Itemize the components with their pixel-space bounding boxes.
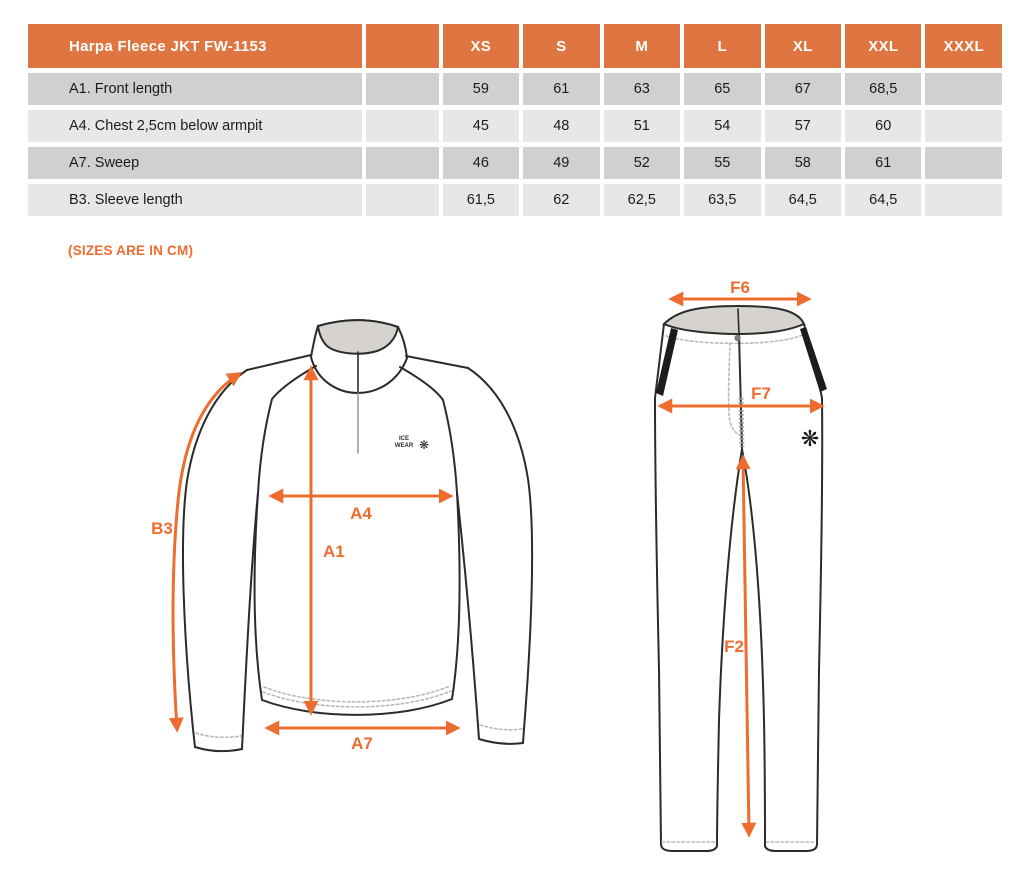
row-label-cell: A1. Front length [28,73,362,105]
value-cell [925,147,1002,179]
value-cell: 52 [604,147,680,179]
value-cell: 68,5 [845,73,921,105]
jacket-left-shoulder-seam [247,355,311,370]
jacket-hem-stitch [263,691,451,707]
value-cell: 60 [845,110,921,142]
value-cell: 58 [765,147,841,179]
measurement-label-a7: A7 [351,734,373,753]
spacer-cell [366,184,438,216]
size-header-xxl: XXL [845,24,921,68]
value-cell: 49 [523,147,599,179]
value-cell: 65 [684,73,760,105]
value-cell: 45 [443,110,519,142]
size-table [24,19,1006,221]
value-cell: 63 [604,73,680,105]
row-label-cell: B3. Sleeve length [28,184,362,216]
svg-text:ICE: ICE [398,436,410,442]
value-cell: 55 [684,147,760,179]
icewear-logo [395,436,429,452]
value-cell: 59 [443,73,519,105]
pants-right-pocket [800,327,827,392]
spacer-cell [366,110,438,142]
size-header-xs: XS [443,24,519,68]
size-header-m: M [604,24,680,68]
value-cell: 48 [523,110,599,142]
snowflake-icon: ❋ [800,426,820,451]
measurement-label-b3: B3 [151,519,173,538]
value-cell [925,184,1002,216]
value-cell [925,73,1002,105]
pants-left-outline [655,324,664,844]
table-header-row [28,24,1002,68]
jacket-left-raglan-seam [258,366,316,493]
jacket-right-shoulder-seam [406,356,468,368]
value-cell [925,110,1002,142]
jacket-right-cuff [479,739,523,744]
value-cell: 61,5 [443,184,519,216]
pants-button [734,335,740,341]
jacket-left-sleeve-outer [183,370,247,747]
jacket-right-sleeve-outer [468,368,532,743]
pants-center-waist-line [738,309,739,334]
pants-left-hem [661,844,717,851]
measurement-label-f6: F6 [730,278,750,297]
value-cell: 64,5 [765,184,841,216]
pants-waist-opening [664,306,804,334]
value-cell: 63,5 [684,184,760,216]
pants-right-outline [804,324,822,844]
value-cell: 62,5 [604,184,680,216]
pants-waist-stitch [666,335,802,343]
size-header-xxxl: XXXL [925,24,1002,68]
size-header-l: L [684,24,760,68]
value-cell: 51 [604,110,680,142]
value-cell: 46 [443,147,519,179]
measurement-row-a7 [28,147,1002,179]
jacket-body-left [255,493,262,700]
measurement-row-a4 [28,110,1002,142]
size-header-xl: XL [765,24,841,68]
measurement-row-a1 [28,73,1002,105]
value-cell: 54 [684,110,760,142]
jacket-body-right [452,493,460,699]
value-cell: 62 [523,184,599,216]
pants-diagram [628,272,852,866]
value-cell: 57 [765,110,841,142]
measurement-label-a1: A1 [323,542,345,561]
jacket-right-sleeve-inner [457,493,479,739]
snowflake-icon: ❋ [418,438,430,452]
spacer-cell [366,147,438,179]
jacket-right-raglan-seam [400,367,457,493]
jacket-left-cuff-stitch [196,733,241,737]
size-header-s: S [523,24,599,68]
value-cell: 64,5 [845,184,921,216]
value-cell: 61 [523,73,599,105]
spacer-cell [366,73,438,105]
jacket-diagram [135,298,565,762]
row-label-cell: A4. Chest 2,5cm below armpit [28,110,362,142]
pants-right-hem [765,844,817,851]
product-title-cell: Harpa Fleece JKT FW-1153 [28,24,362,68]
measurement-label-f2: F2 [724,637,744,656]
pants-fly-stitch [729,343,739,435]
sizes-note: (SIZES ARE IN CM) [68,243,194,258]
row-label-cell: A7. Sweep [28,147,362,179]
measurement-label-a4: A4 [350,504,372,523]
spacer-header-cell [366,24,438,68]
jacket-right-cuff-stitch [480,725,522,730]
svg-text:WEAR: WEAR [394,443,414,449]
value-cell: 61 [845,147,921,179]
measurement-label-f7: F7 [751,384,771,403]
value-cell: 67 [765,73,841,105]
measurement-row-b3 [28,184,1002,216]
jacket-left-cuff [195,747,242,751]
